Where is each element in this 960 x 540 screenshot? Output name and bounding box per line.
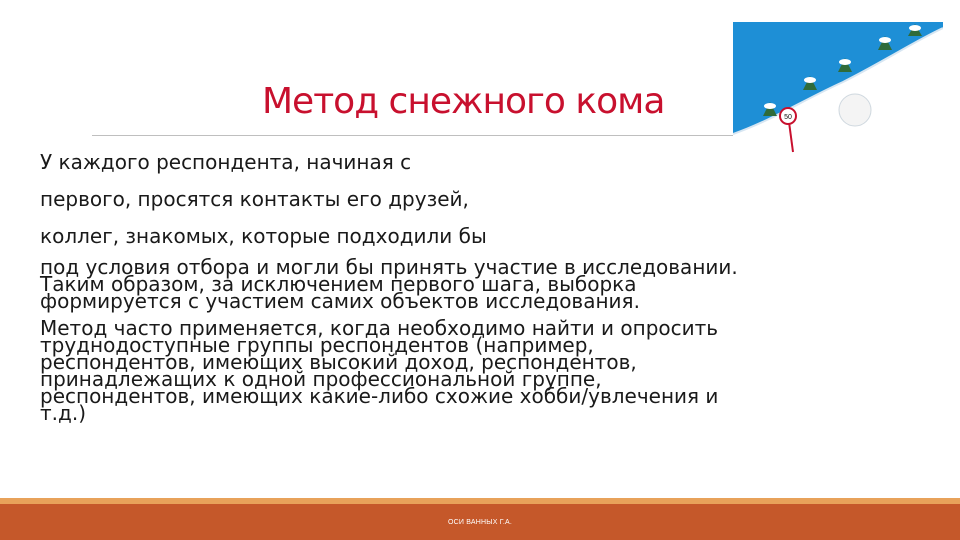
- body-line: Таким образом, за исключением первого шага, выборка: [40, 272, 637, 296]
- body-line: под условия отбора и могли бы принять участие в исследовании.: [40, 255, 738, 279]
- body-line: труднодоступные группы респондентов (например,: [40, 333, 594, 357]
- body-line: Метод часто применяется, когда необходимо найти и опросить: [40, 316, 719, 340]
- body-line: респондентов, имеющих высокий доход, респондентов,: [40, 350, 637, 374]
- sign-text: 50: [784, 114, 792, 121]
- paragraph-1-tail: [40, 255, 820, 313]
- slide-body: [40, 148, 820, 425]
- body-line: респондентов, имеющих какие-либо схожие хобби/увлечения и: [40, 384, 719, 408]
- slide-title: Метод снежного кома: [262, 81, 665, 122]
- body-line: принадлежащих к одной профессиональной группе,: [40, 367, 602, 391]
- body-line: т.д.): [40, 401, 86, 425]
- body-line: первого, просятся контакты его друзей,: [40, 187, 469, 211]
- snowball-image: [733, 22, 943, 160]
- body-line: формируется с участием самих объектов исследования.: [40, 289, 640, 313]
- body-line: У каждого респондента, начиная с: [40, 150, 412, 174]
- body-line: коллег, знакомых, которые подходили бы: [40, 224, 487, 248]
- snowball-rolling-downhill-icon: [733, 22, 943, 160]
- paragraph-2: [40, 316, 820, 425]
- title-divider: [92, 135, 742, 136]
- footer-text: ОСИ ВАННЫХ Г.А.: [448, 519, 512, 526]
